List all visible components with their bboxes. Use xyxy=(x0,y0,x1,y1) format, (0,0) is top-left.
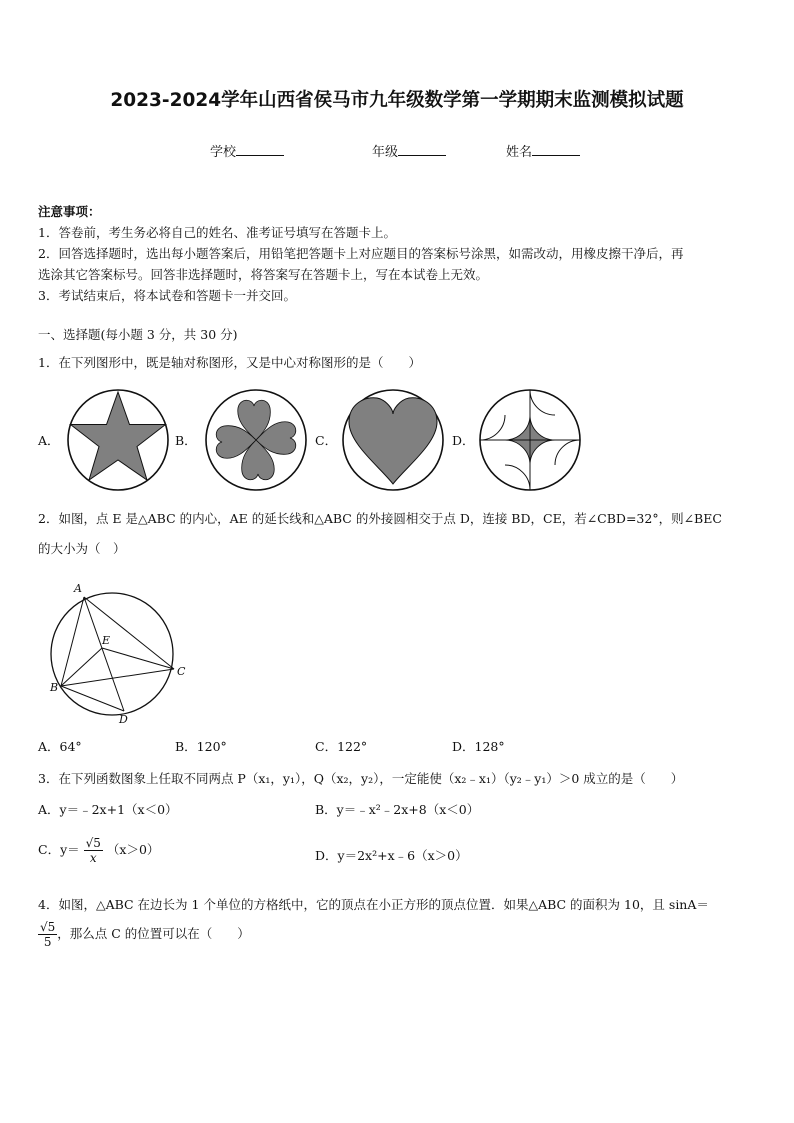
q3-stem: 3．在下列函数图象上任取不同两点 P（x₁，y₁），Q（x₂，y₂），一定能使（x₂﹣x₁）（y₂﹣y₁）＞0 成立的是（ ） xyxy=(38,771,684,786)
grade-blank[interactable] xyxy=(398,144,446,156)
note-item: 2．回答选择题时，选出每小题答案后，用铅笔把答题卡上对应题目的答案标号涂黑，如需改动，用橡皮擦干净后，再 xyxy=(38,246,684,261)
school-label: 学校 xyxy=(210,145,237,160)
q1-option-a-label[interactable]: A． xyxy=(38,433,60,448)
point-label-e: E xyxy=(102,634,111,647)
q3-option-b[interactable]: B．y＝﹣x²﹣2x+8（x＜0） xyxy=(315,802,480,817)
fraction-denominator: 5 xyxy=(43,935,52,949)
school-field xyxy=(210,141,284,160)
grade-field xyxy=(372,141,446,160)
notes-block xyxy=(38,201,763,306)
q4-stem-line2: ，那么点 C 的位置可以在（ ） xyxy=(57,926,250,941)
q1-figure-b-four-hearts xyxy=(204,388,308,492)
school-blank[interactable] xyxy=(236,144,284,156)
point-label-b: B xyxy=(50,681,59,694)
q3-option-c-suffix: （x＞0） xyxy=(106,842,160,857)
q4-sin-fraction xyxy=(38,920,57,949)
notes-heading: 注意事项： xyxy=(38,204,101,219)
fraction-numerator: √5 xyxy=(85,836,101,850)
q3-option-c[interactable] xyxy=(38,836,159,865)
point-label-a: A xyxy=(74,582,82,595)
q4-stem-line1: 4．如图，△ABC 在边长为 1 个单位的方格纸中，它的顶点在小正方形的顶点位置．如果△ABC 的面积为 10，且 sinA＝ xyxy=(38,897,709,912)
note-item: 3．考试结束后，将本试卷和答题卡一并交回。 xyxy=(38,288,296,303)
q2-stem-line2: 的大小为（ ） xyxy=(38,541,126,556)
q2-circle-diagram xyxy=(44,580,194,726)
q3-option-c-fraction xyxy=(84,836,103,865)
q2-option-b[interactable]: B．120° xyxy=(175,739,227,754)
q1-stem: 1．在下列图形中，既是轴对称图形，又是中心对称图形的是（ ） xyxy=(38,355,421,370)
fraction-denominator: x xyxy=(89,851,97,865)
q1-figure-a-star-in-circle xyxy=(66,388,170,492)
q1-figure-d-pinwheel xyxy=(478,388,582,492)
q3-option-a[interactable]: A．y＝﹣2x+1（x＜0） xyxy=(38,802,178,817)
q2-option-d[interactable]: D．128° xyxy=(452,739,505,754)
point-label-d: D xyxy=(119,713,128,726)
q3-option-d[interactable]: D．y＝2x²+x﹣6（x＞0） xyxy=(315,848,468,863)
grade-label: 年级 xyxy=(372,145,399,160)
q1-option-b-label[interactable]: B． xyxy=(175,433,197,448)
name-label: 姓名 xyxy=(506,145,533,160)
q3-option-c-prefix: C．y＝ xyxy=(38,842,80,857)
q1-option-d-label[interactable]: D． xyxy=(452,433,475,448)
section-heading: 一、选择题(每小题 3 分，共 30 分) xyxy=(38,327,238,342)
q2-stem-line1: 2．如图，点 E 是△ABC 的内心，AE 的延长线和△ABC 的外接圆相交于点 D，连接 BD，CE，若∠CBD=32°，则∠BEC xyxy=(38,511,722,526)
name-blank[interactable] xyxy=(532,144,580,156)
q2-option-a[interactable]: A．64° xyxy=(38,739,82,754)
name-field xyxy=(506,141,580,160)
q1-figure-c-heart-in-circle xyxy=(341,388,445,492)
q1-option-c-label[interactable]: C． xyxy=(315,433,338,448)
note-item: 选涂其它答案标号。回答非选择题时，将答案写在答题卡上，写在本试卷上无效。 xyxy=(38,267,489,282)
note-item: 1．答卷前，考生务必将自己的姓名、准考证号填写在答题卡上。 xyxy=(38,225,396,240)
q2-option-c[interactable]: C．122° xyxy=(315,739,368,754)
fraction-numerator: √5 xyxy=(40,920,56,934)
q4-stem-line2-row xyxy=(38,920,763,949)
page-title: 2023-2024学年山西省侯马市九年级数学第一学期期末监测模拟试题 xyxy=(110,90,684,111)
point-label-c: C xyxy=(177,665,186,678)
